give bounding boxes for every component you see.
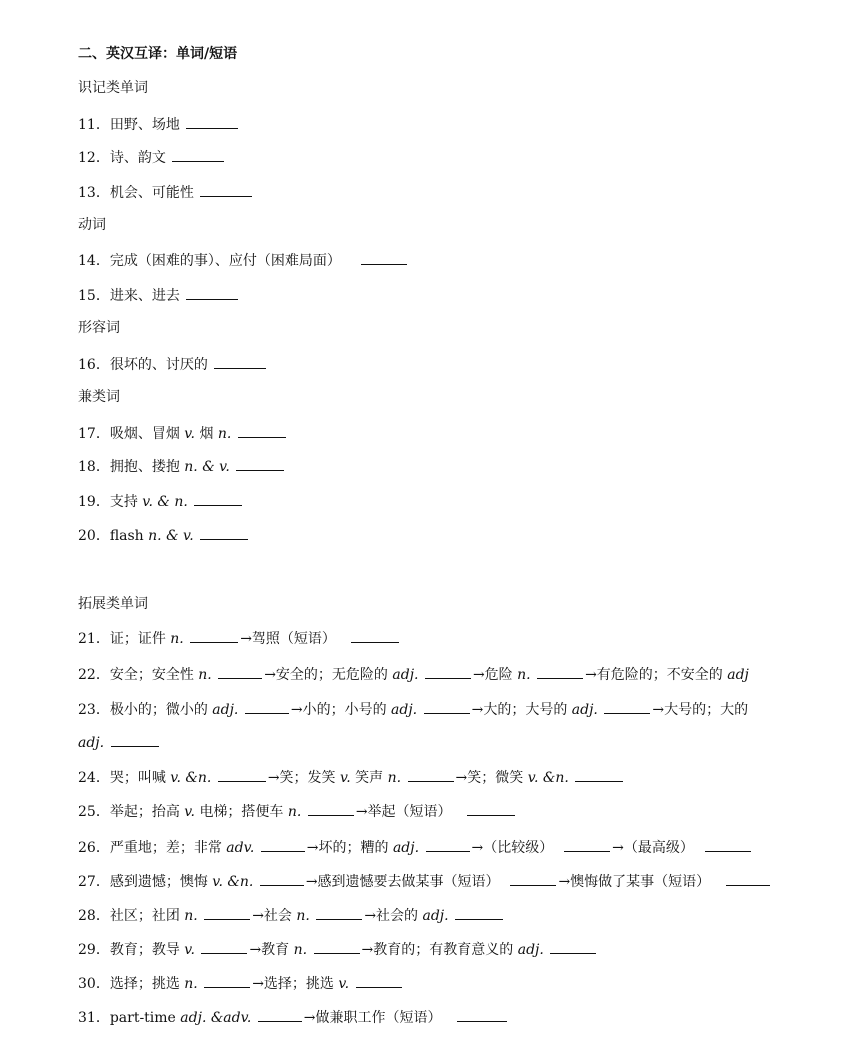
question-25 [78,802,517,821]
answer-blank[interactable] [604,700,650,714]
question-text: →坏的；糟的 [306,840,389,856]
question-text: →驾照（短语） [240,631,336,647]
answer-blank[interactable] [361,251,407,265]
section-heading: 二、英汉互译：单词/短语 [78,46,238,62]
answer-blank[interactable] [204,974,250,988]
question-29 [78,940,598,959]
question-text: 烟 [199,426,214,442]
category-multi: 兼类词 [78,389,120,405]
question-text: →大号的；大的 [652,702,749,718]
question-text: →（比较级） [471,840,554,856]
answer-blank[interactable] [308,802,354,816]
answer-blank[interactable] [314,940,360,954]
pos-tag: v. & n. [142,494,188,510]
question-text: 23．极小的；微小的 [78,702,208,718]
question-text: 17．吸烟、冒烟 [78,426,180,442]
pos-tag: v. [184,942,195,958]
pos-tag: n. & v. [148,528,194,544]
question-text: 18．拥抱、搂抱 [78,459,180,475]
answer-blank[interactable] [190,629,238,643]
question-text: 电梯；搭便车 [199,804,284,820]
answer-blank[interactable] [705,838,751,852]
question-text: →大的；大号的 [471,702,568,718]
question-text: →举起（短语） [355,804,452,820]
question-text: 12．诗、韵文 [78,150,166,166]
pos-tag: adj. [422,908,449,924]
question-26 [78,838,753,857]
question-23 [78,700,748,719]
question-text: 13．机会、可能性 [78,185,194,201]
pos-tag: adj. [78,735,105,751]
question-text: →懊悔做了某事（短语） [558,874,711,890]
answer-blank[interactable] [238,424,286,438]
question-text: →选择；挑选 [252,976,334,992]
answer-blank[interactable] [258,1008,302,1022]
pos-tag: v. [184,804,195,820]
question-30 [78,974,404,993]
question-text: →教育的；有教育意义的 [361,942,514,958]
pos-tag: v. [340,770,351,786]
pos-tag: adv. [226,840,255,856]
question-text: 30．选择；挑选 [78,976,180,992]
answer-blank[interactable] [218,768,266,782]
answer-blank[interactable] [467,802,515,816]
pos-tag: v. &n. [212,874,254,890]
question-text: →社会的 [364,908,419,924]
answer-blank[interactable] [356,974,402,988]
answer-blank[interactable] [351,629,399,643]
answer-blank[interactable] [172,148,224,162]
question-text: →安全的；无危险的 [264,667,388,683]
pos-tag: v. [338,976,350,992]
pos-tag: n. [198,667,212,683]
pos-tag: n. [184,976,198,992]
question-text: →感到遗憾要去做某事（短语） [305,874,500,890]
question-text: 19．支持 [78,494,138,510]
question-text: 29．教育；教导 [78,942,180,958]
answer-blank[interactable] [575,768,623,782]
pos-tag: n. [387,770,402,786]
question-22 [78,665,749,684]
answer-blank[interactable] [194,492,242,506]
question-15 [78,286,240,305]
answer-blank[interactable] [316,906,362,920]
category-extend: 拓展类单词 [78,596,148,612]
question-text: →社会 [252,908,292,924]
answer-blank[interactable] [186,286,238,300]
pos-tag: n. & v. [184,459,230,475]
question-text: 28．社区；社团 [78,908,180,924]
question-text: →小的；小号的 [290,702,387,718]
question-text: →教育 [249,942,290,958]
question-text: 15．进来、进去 [78,288,180,304]
pos-tag: v. [184,426,195,442]
answer-blank[interactable] [111,733,159,747]
pos-tag: n. [287,804,302,820]
answer-blank[interactable] [408,768,454,782]
question-16 [78,355,268,374]
pos-tag: n. [293,942,308,958]
question-text: 26．严重地；差；非常 [78,840,222,856]
category-verb: 动词 [78,217,106,233]
answer-blank[interactable] [457,1008,507,1022]
answer-blank[interactable] [726,872,770,886]
answer-blank[interactable] [200,526,248,540]
question-text: 11．田野、场地 [78,117,180,133]
question-text: 笑声 [355,770,384,786]
question-text: →（最高级） [612,840,694,856]
question-text: 25．举起；抬高 [78,804,180,820]
question-text: 31．part-time [78,1010,176,1026]
answer-blank[interactable] [186,115,238,129]
pos-tag: n. [184,908,198,924]
pos-tag: n. [217,426,232,442]
answer-blank[interactable] [201,940,247,954]
question-19 [78,492,244,511]
pos-tag: n. [296,908,310,924]
pos-tag: adj [727,667,749,683]
question-18 [78,457,286,476]
answer-blank[interactable] [424,700,470,714]
answer-blank[interactable] [426,838,470,852]
category-memorize: 识记类单词 [78,80,148,96]
question-21 [78,629,401,648]
question-23-cont [78,733,161,752]
question-27 [78,872,772,891]
answer-blank[interactable] [550,940,596,954]
answer-blank[interactable] [245,700,289,714]
question-text: 14．完成（困难的事）、应付（困难局面） [78,253,341,269]
pos-tag: adj. [571,702,598,718]
pos-tag: n. [170,631,184,647]
pos-tag: adj. &adv. [180,1010,252,1026]
answer-blank[interactable] [425,665,471,679]
question-31 [78,1008,509,1027]
question-17 [78,424,288,443]
answer-blank[interactable] [214,355,266,369]
question-text: →做兼职工作（短语） [303,1010,442,1026]
pos-tag: adj. [212,702,239,718]
category-adjective: 形容词 [78,320,120,336]
question-text: 27．感到遗憾；懊悔 [78,874,208,890]
answer-blank[interactable] [564,838,610,852]
pos-tag: v. &n. [527,770,569,786]
question-20 [78,526,250,545]
answer-blank[interactable] [218,665,262,679]
answer-blank[interactable] [204,906,250,920]
answer-blank[interactable] [455,906,503,920]
answer-blank[interactable] [537,665,583,679]
pos-tag: adj. [392,667,419,683]
question-24 [78,768,625,787]
answer-blank[interactable] [236,457,284,471]
question-text: 21．证；证件 [78,631,166,647]
question-28 [78,906,505,925]
question-text: →笑；微笑 [455,770,524,786]
question-14 [78,251,409,270]
question-text: →有危险的；不安全的 [585,667,723,683]
question-text: 24．哭；叫喊 [78,770,166,786]
pos-tag: adj. [391,702,418,718]
question-13 [78,183,254,202]
answer-blank[interactable] [261,838,305,852]
pos-tag: n. [517,667,531,683]
question-text: →笑；发笑 [267,770,336,786]
answer-blank[interactable] [510,872,556,886]
question-11 [78,115,240,134]
pos-tag: adj. [517,942,544,958]
answer-blank[interactable] [260,872,304,886]
question-12 [78,148,226,167]
pos-tag: v. &n. [170,770,212,786]
question-text: →危险 [472,667,513,683]
question-text: 22．安全；安全性 [78,667,194,683]
question-text: 20．flash [78,528,144,544]
answer-blank[interactable] [200,183,252,197]
question-text: 16．很坏的、讨厌的 [78,357,208,373]
pos-tag: adj. [392,840,420,856]
